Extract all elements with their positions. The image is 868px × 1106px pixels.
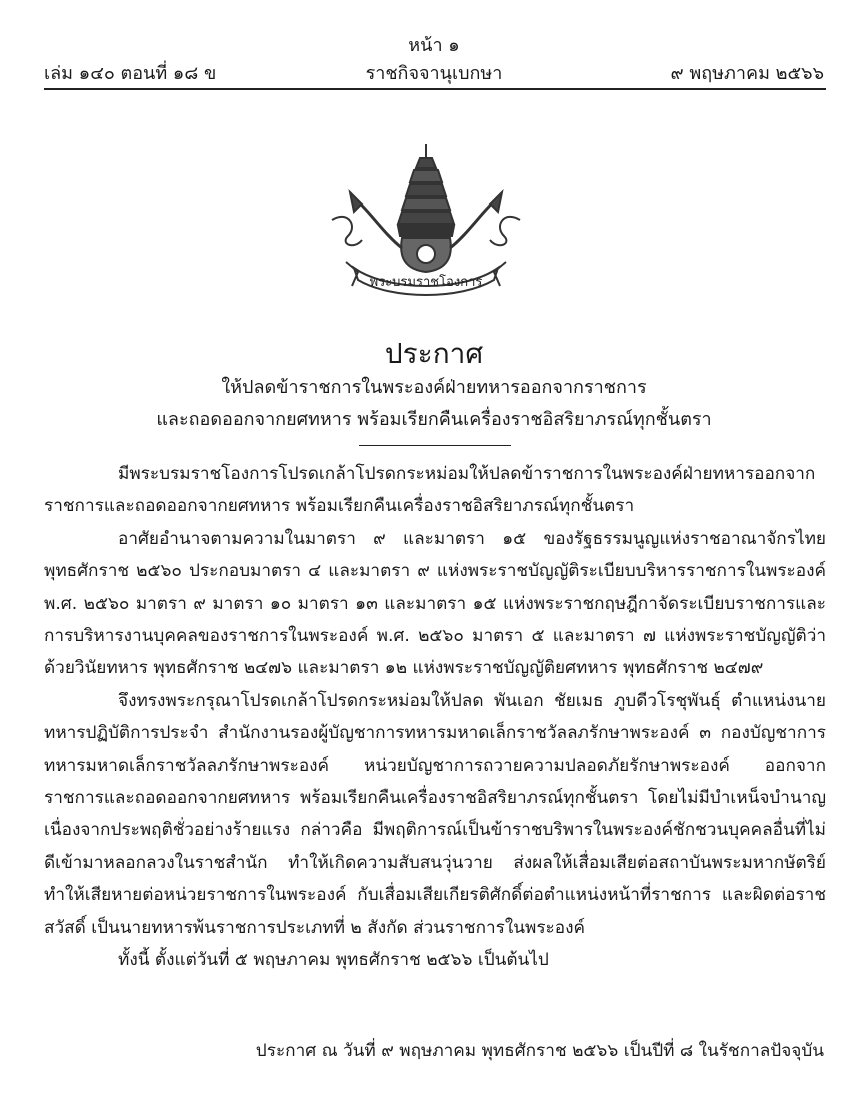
announcement-subtitle-line1: ให้ปลดข้าราชการในพระองค์ฝ่ายทหารออกจากราชการ	[221, 377, 647, 398]
body-paragraph-decree: มีพระบรมราชโองการโปรดเกล้าโปรดกระหม่อมให้ปลดข้าราชการในพระองค์ฝ่ายทหารออกจากราชการและถอดออกจากยศทหาร พร้อมเรียกคืนเครื่องราชอิสริยาภรณ์ทุกชั้นตรา	[44, 464, 816, 517]
body-paragraph-order: จึงทรงพระกรุณาโปรดเกล้าโปรดกระหม่อมให้ปลด พันเอก ชัยเมธ ภูบดีวโรชุพันธุ์ ตำแหน่งนายทหารปฏิบัติการประจำ สำนักงานรองผู้บัญชาการทหารมหาดเล็กราชวัลลภรักษาพระองค์ ๓ กองบัญชาการทหารมหาดเล็กราชวัลลภรักษาพระองค์ หน่วยบัญชาการถวายความปลอดภัยรักษาพระองค์ ออกจากราชการและถอดออกจากยศทหาร พร้อมเรียกคืนเครื่องราชอิสริยาภรณ์ทุกชั้นตรา โดยไม่มีบำเหน็จบำนาญ เนื่องจากประพฤติชั่วอย่างร้ายแรง กล่าวคือ มีพฤติการณ์เป็นข้าราชบริพารในพระองค์ชักชวนบุคคลอื่นที่ไม่ดีเข้ามาหลอกลวงในราชสำนัก ทำให้เกิดความสับสนวุ่นวาย ส่งผลให้เสื่อมเสียต่อสถาบันพระมหากษัตริย์ ทำให้เสียหายต่อหน่วยราชการในพระองค์ กับเสื่อมเสียเกียรติศักดิ์ต่อตำแหน่งหน้าที่ราชการ และผิดต่อราชสวัสดิ์ เป็นนายทหารพ้นราชการประเภทที่ ๒ สังกัด ส่วนราชการในพระองค์	[44, 690, 826, 938]
body-paragraph-effective-date: ทั้งนี้ ตั้งแต่วันที่ ๕ พฤษภาคม พุทธศักราช ๒๕๖๖ เป็นต้นไป	[118, 950, 549, 971]
page-number: หน้า ๑	[408, 35, 460, 56]
announcement-body	[44, 458, 826, 977]
volume-issue: เล่ม ๑๔๐ ตอนที่ ๑๘ ข	[44, 63, 217, 84]
issue-date: ๙ พฤษภาคม ๒๕๖๖	[670, 63, 824, 84]
gazette-name: ราชกิจจานุเบกษา	[365, 63, 503, 84]
announcement-subtitle-line2: และถอดออกจากยศทหาร พร้อมเรียกคืนเครื่องราชอิสริยาภรณ์ทุกชั้นตรา	[156, 409, 712, 430]
gazette-header	[44, 58, 824, 88]
emblem-inscription: พระบรมราชโองการ	[369, 275, 483, 290]
header-rule	[44, 88, 826, 90]
body-paragraph-legal-basis: อาศัยอำนาจตามความในมาตรา ๙ และมาตรา ๑๕ ของรัฐธรรมนูญแห่งราชอาณาจักรไทย พุทธศักราช ๒๕๖๐ ประกอบมาตรา ๔ และมาตรา ๙ แห่งพระราชบัญญัติระเบียบบริหารราชการในพระองค์ พ.ศ. ๒๕๖๐ มาตรา ๙ มาตรา ๑๐ มาตรา ๑๓ และมาตรา ๑๕ แห่งพระราชกฤษฎีกาจัดระเบียบราชการและการบริหารงานบุคคลของราชการในพระองค์ พ.ศ. ๒๕๖๐ มาตรา ๕ และมาตรา ๗ แห่งพระราชบัญญัติว่าด้วยวินัยทหาร พุทธศักราช ๒๔๗๖ และมาตรา ๑๒ แห่งพระราชบัญญัติยศทหาร พุทธศักราช ๒๔๗๙	[44, 528, 826, 679]
royal-command-emblem	[328, 140, 524, 298]
title-rule	[359, 445, 511, 446]
signature-date-line: ประกาศ ณ วันที่ ๙ พฤษภาคม พุทธศักราช ๒๕๖๖ เป็นปีที่ ๘ ในรัชกาลปัจจุบัน	[255, 1041, 824, 1061]
announcement-title: ประกาศ	[384, 337, 484, 370]
